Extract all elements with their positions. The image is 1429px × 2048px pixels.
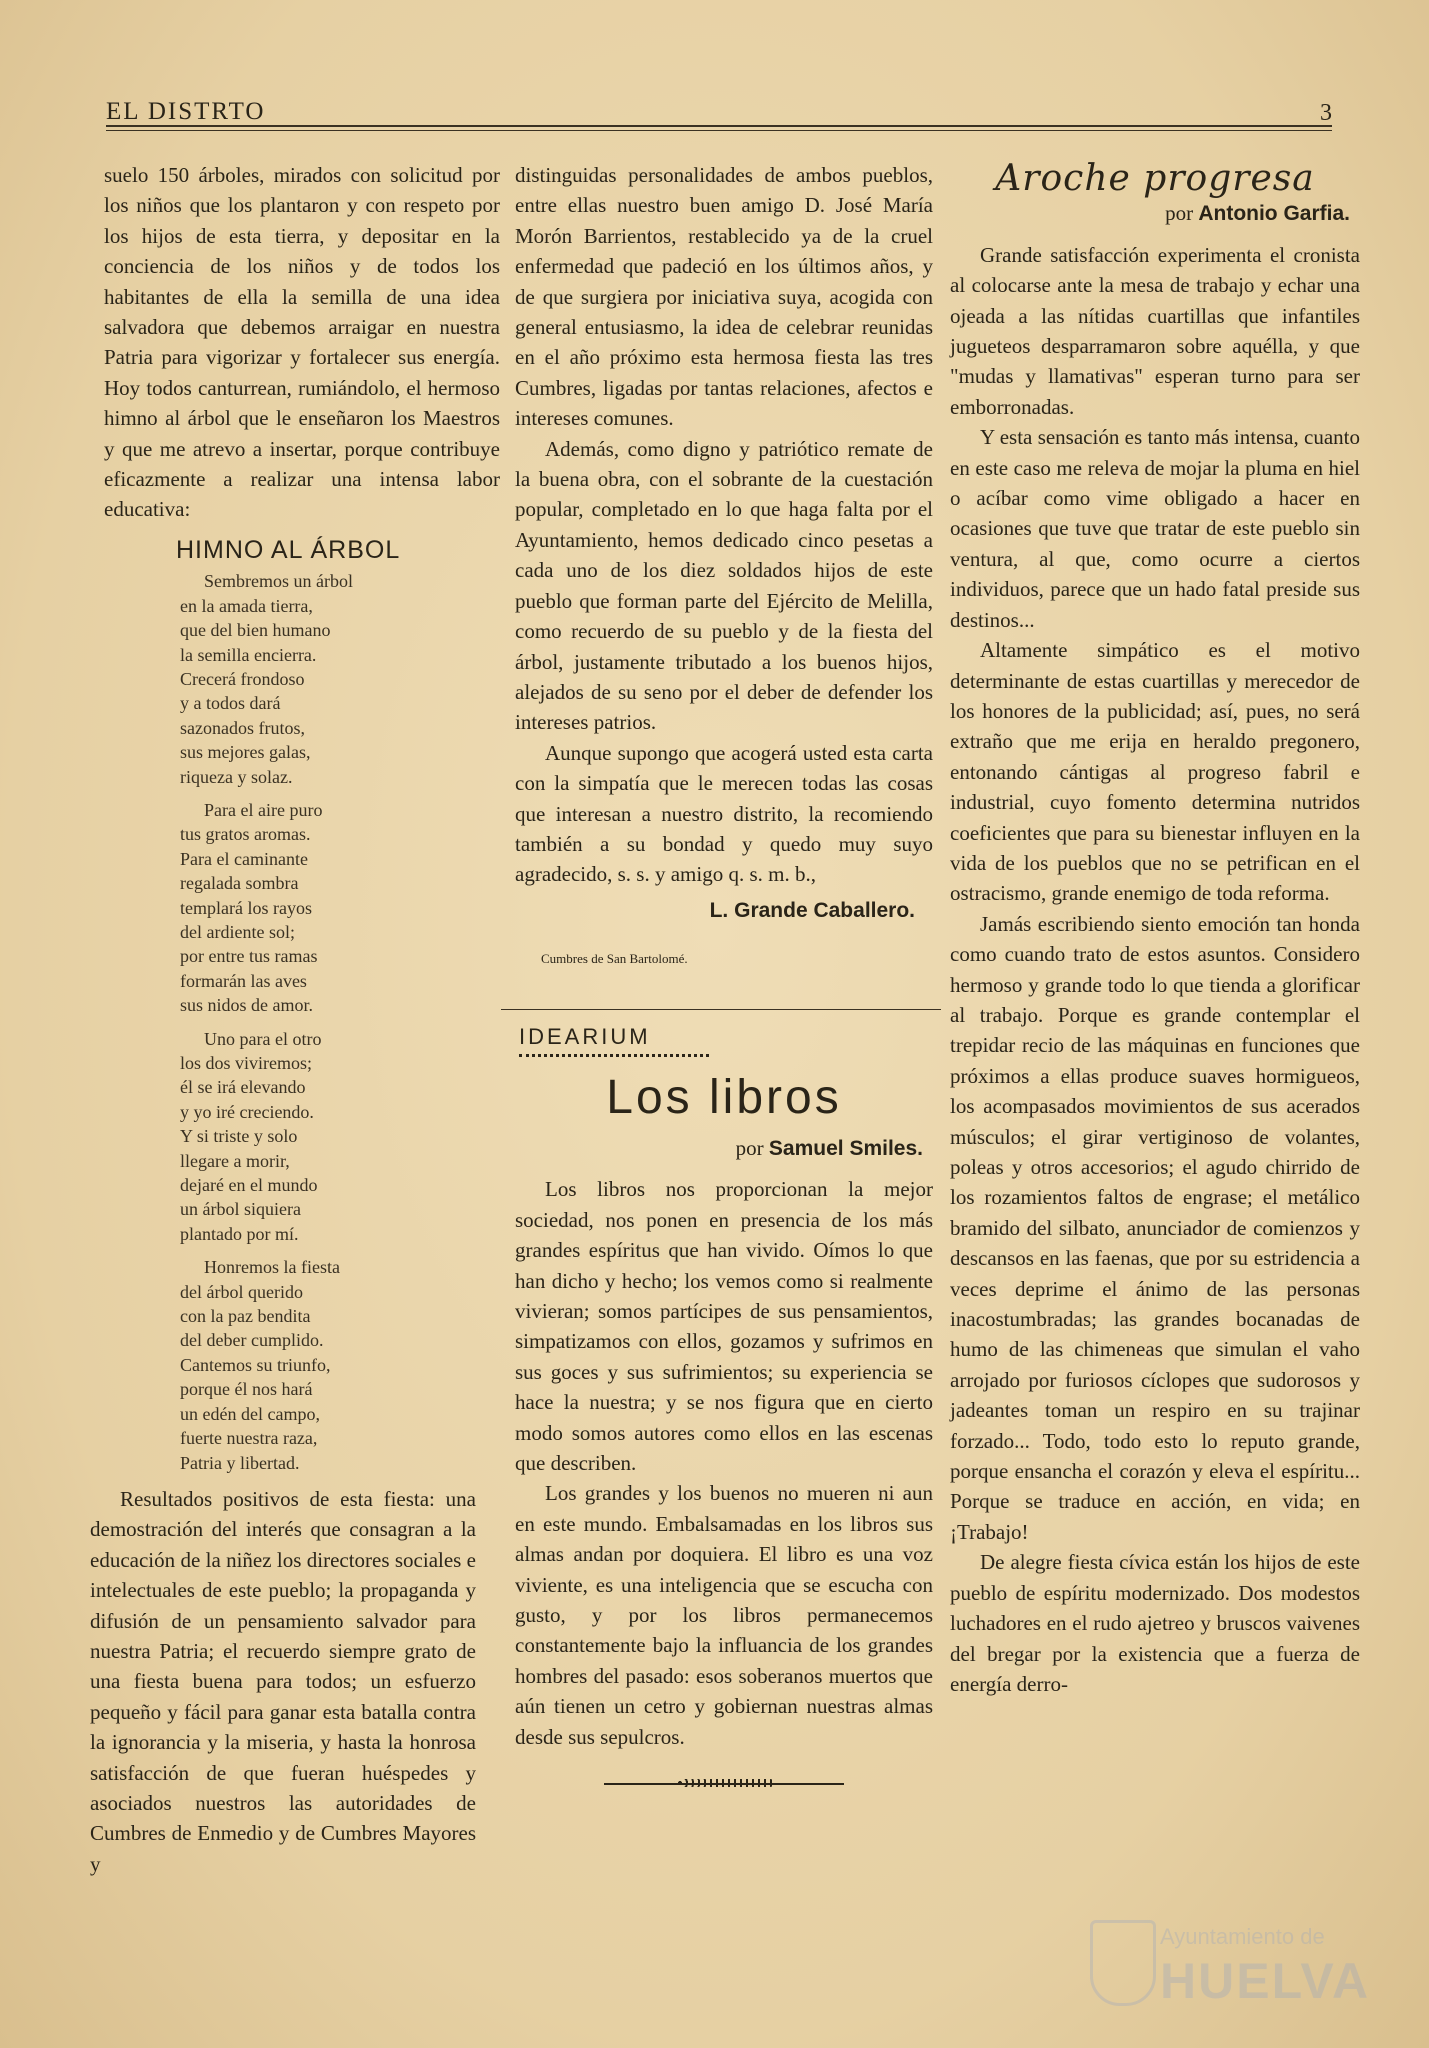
paragraph: De alegre fiesta cívica están los hijos de este pueblo de espíritu modernizado. Dos modestos luchadores en el rudo ajetreo y bruscos vaivenes del bregar por la existencia que a fuerza de energía derro- (950, 1550, 1360, 1696)
hymn-title: HIMNO AL ÁRBOL (176, 535, 401, 564)
verse-line: en la amada tierra, (180, 595, 313, 616)
article-byline (515, 1133, 933, 1164)
verse-line: sus nidos de amor. (180, 995, 313, 1016)
verse-line: formarán las aves (180, 970, 307, 991)
byline-prefix: por (735, 1135, 764, 1160)
verse-line: Crecerá frondoso (180, 668, 305, 689)
verse-line: Sembremos un árbol (204, 571, 353, 592)
paragraph: Resultados positivos de esta fiesta: una demostración del interés que consagran a la educación de la niñez los directores sociales e intelectuales de este pueblo; la propaganda y difusión de un pensamiento salvador para nuestra Patria; el recuerdo siempre grato de una fiesta buena para todos; un esfuerzo pequeño y fácil para ganar esta batalla contra la ignorancia y la miseria, y hasta la honrosa satisfacción de que fueran huéspedes y asociados nuestros las autoridades de Cumbres de Enmedio y de Cumbres Mayores y (90, 1486, 476, 1876)
header-rule-thin (106, 130, 1332, 131)
shield-icon (1090, 1920, 1156, 2006)
verse-line: riqueza y solaz. (180, 766, 293, 787)
verse-line: y yo iré creciendo. (180, 1101, 314, 1122)
verse-line: Honremos la fiesta (204, 1257, 340, 1278)
letter-place: Cumbres de San Bartolomé. (541, 951, 688, 967)
verse-line: plantado por mí. (180, 1223, 299, 1244)
header-rule (106, 125, 1332, 127)
verse-line: Y si triste y solo (180, 1126, 298, 1147)
paragraph: Los grandes y los buenos no mueren ni aun en este mundo. Embalsamadas en los libros sus almas andan por doquiera. El libro es una voz viviente, es una inteligencia que se escucha con gusto, y por los libros permanecemos constantemente bajo la influancia de los grandes hombres del pasado: esos soberanos muertos que aún tienen un cetro y gobiernan nuestras almas desde sus sepulcros. (515, 1481, 933, 1749)
verse-line: del árbol querido (180, 1281, 303, 1302)
archive-watermark (1090, 1920, 1371, 2020)
verse-line: del deber cumplido. (180, 1330, 324, 1351)
column-3 (950, 160, 1360, 1699)
verse-line: un árbol siquiera (180, 1199, 301, 1220)
verse-line: regalada sombra (180, 873, 299, 894)
verse-line: él se irá elevando (180, 1077, 306, 1098)
verse-line: sazonados frutos, (180, 717, 305, 738)
column-2 (515, 160, 933, 1790)
verse-line: Para el caminante (180, 848, 308, 869)
verse-line: porque él nos hará (180, 1379, 313, 1400)
paragraph: Y esta sensación es tanto más intensa, cuanto en este caso me releva de mojar la pluma en hiel o acíbar como vime obligado a hacer en ocasiones que tuve que tratar de este pueblo sin ventura, al que, como ocurre a ciertos individuos, parece que un hado fatal preside sus destinos... (950, 425, 1360, 632)
verse-line: un edén del campo, (180, 1403, 320, 1424)
byline-prefix: por (1165, 201, 1194, 226)
verse-line: por entre tus ramas (180, 946, 318, 967)
paragraph: suelo 150 árboles, mirados con solicitud por los niños que los plantaron y con respeto por los hijos de esta tierra, y depositar en la conciencia de los niños y de todos los habitantes de ella la semilla de una idea salvadora que debemos arraigar en nuestra Patria para vigorizar y fortalecer sus energía. Hoy todos canturrean, rumiándolo, el hermoso himno al árbol que le enseñaron los Maestros y que me atrevo a insertar, porque contribuye eficazmente a realizar una intensa labor educativa: (104, 163, 500, 522)
page-number: 3 (1320, 100, 1332, 126)
paragraph: distinguidas personalidades de ambos pueblos, entre ellas nuestro buen amigo D. José María Morón Barrientos, restablecido ya de la cruel enfermedad que padeció en los últimos años, y de que surgiera por iniciativa suya, acogida con general entusiasmo, la idea de celebrar reunidas en el año próximo esta hermosa fiesta las tres Cumbres, ligadas por tantas relaciones, afectos e intereses comunes. (515, 163, 933, 431)
paragraph: Altamente simpático es el motivo determinante de estas cuartillas y merecedor de los honores de la publicidad; así, pues, no será extraño que me erija en heraldo pregonero, entonando cántigas al progreso fabril e industrial, cuyo fomento determina nutridos coeficientes que para su bienestar influyen en la vida de los pueblos que no se petrifican en el ostracismo, grande enemigo de toda reforma. (950, 638, 1360, 906)
hymn (104, 569, 500, 1475)
section-divider (501, 1009, 941, 1010)
hymn-stanza (180, 1027, 500, 1247)
hymn-stanza (180, 569, 500, 789)
verse-line: con la paz bendita (180, 1306, 311, 1327)
byline-author: Samuel Smiles. (768, 1136, 923, 1160)
verse-line: los dos viviremos; (180, 1053, 313, 1073)
verse-line: dejaré en el mundo (180, 1175, 318, 1196)
column-1 (90, 160, 500, 1879)
verse-line: llegare a morir, (180, 1150, 290, 1171)
hymn-stanza (180, 798, 500, 1018)
verse-line: tus gratos aromas. (180, 824, 311, 845)
letter-signature: L. Grande Caballero. (709, 898, 915, 922)
verse-line: fuerte nuestra raza, (180, 1428, 318, 1449)
verse-line: Para el aire puro (204, 799, 323, 820)
watermark-line2: HUELVA (1160, 1953, 1371, 2009)
verse-line: Patria y libertad. (180, 1452, 300, 1473)
article-title: Aroche progresa (995, 158, 1315, 199)
hymn-stanza (180, 1255, 500, 1475)
publication-title: EL DISTRTO (106, 98, 266, 125)
paragraph: Los libros nos proporcionan la mejor sociedad, nos ponen en presencia de los más grandes espíritus que han vivido. Oímos lo que han dicho y hecho; los vemos como si realmente vivieran; somos partícipes de sus pensamientos, simpatizamos con ellos, gozamos y sufrimos en sus goces y sus sufrimientos; su experiencia se hace la nuestra; y se nos figura que en cierto modo somos autores como ellos en las escenas que describen. (515, 1177, 933, 1476)
verse-line: Uno para el otro (204, 1028, 322, 1049)
paragraph: Además, como digno y patriótico remate de la buena obra, con el sobrante de la cuestación popular, completado en lo que haga falta por el Ayuntamiento, hemos dedicado cinco pesetas a cada uno de los diez soldados hijos de este pueblo que forman parte del Ejército de Melilla, como recuerdo de su pueblo y de la fiesta del árbol, justamente tributado a los buenos hijos, alejados de su seno por el deber de defender los intereses patrios. (515, 436, 933, 735)
page-header (106, 96, 1332, 130)
verse-line: sus mejores galas, (180, 742, 311, 763)
verse-line: templará los rayos (180, 897, 312, 918)
verse-line: Cantemos su triunfo, (180, 1354, 331, 1375)
paragraph: Aunque supongo que acogerá usted esta carta con la simpatía que le merecen todas las cosas que interesan a nuestro distrito, la recomiendo también a su bondad y quedo muy suyo agradecido, s. s. y amigo q. s. m. b., (515, 740, 933, 887)
paragraph: Grande satisfacción experimenta el cronista al colocarse ante la mesa de trabajo y echar una ojeada a las nítidas cuartillas que infantiles jugueteos desparramaron sobre aquélla, y que "mudas y llamativas" esperan turno para ser emborronadas. (950, 242, 1360, 419)
dotted-rule (519, 1054, 709, 1057)
end-ornament (604, 1778, 844, 1790)
article-title: Los libros (606, 1070, 842, 1124)
verse-line: y a todos dará (180, 693, 281, 714)
verse-line: del ardiente sol; (180, 921, 295, 942)
verse-line: la semilla encierra. (180, 644, 317, 665)
paragraph: Jamás escribiendo siento emoción tan honda como cuando trato de estos asuntos. Considero hermoso y grande todo lo que tienda a glorificar al trabajo. Porque es grande contemplar el trepidar recio de las máquinas en funciones que próximos a ellas produce suaves hormigueos, los acompasados movimientos de sus acerados músculos; el girar vertiginoso de volantes, poleas y otros accesorios; el agudo chirrido de los rozamientos faltos de engrase; el metálico bramido del silbato, anunciador de comienzos y descansos en las faenas, que por su estridencia a veces deprime el ánimo de las personas inacostumbradas; las grandes bocanadas de humo de las chimeneas que simulan el vaho arrojado por furiosos cíclopes que sudorosos y jadeantes toman un respiro en su trajinar forzado... Todo, todo esto lo reputo grande, porque ensancha el corazón y eleva el espíritu... Porque se traduce en acción, en vida; en ¡Trabajo! (950, 911, 1360, 1544)
byline-author: Antonio Garfia. (1198, 202, 1350, 226)
watermark-line1: Ayuntamiento de (1160, 1924, 1325, 1949)
verse-line: que del bien humano (180, 620, 331, 641)
section-label: IDEARIUM (519, 1023, 651, 1049)
article-byline (950, 198, 1360, 229)
